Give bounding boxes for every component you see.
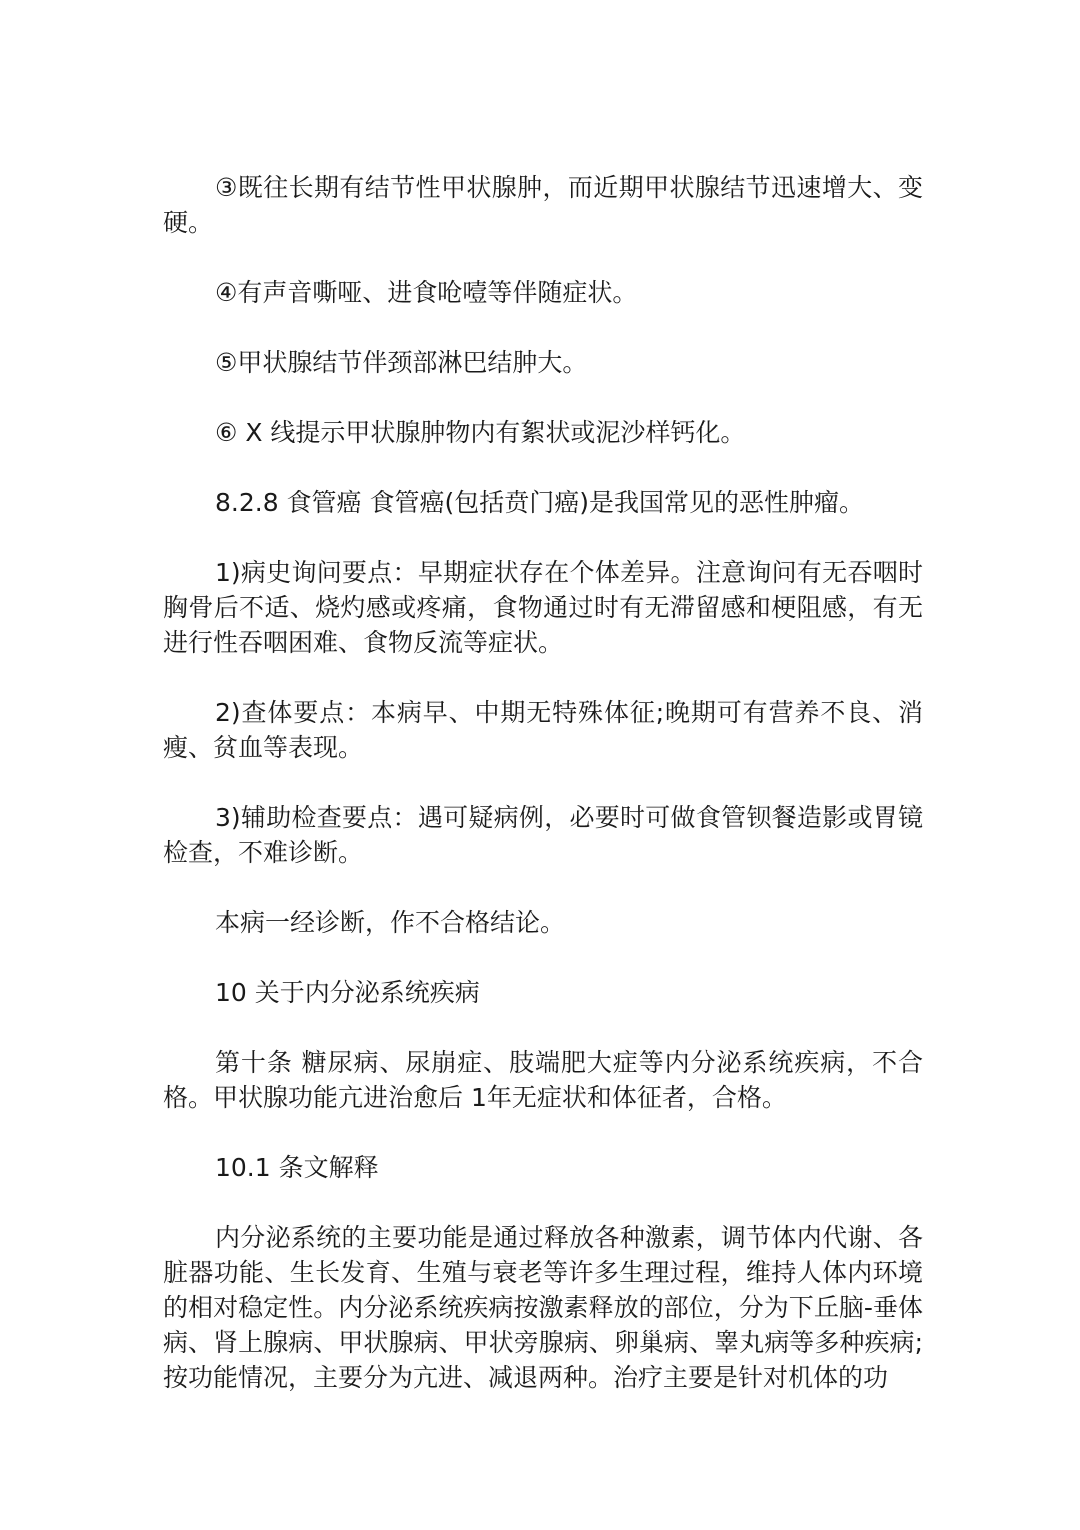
paragraph-thyroid-item-5: ⑤甲状腺结节伴颈部淋巴结肿大。 <box>215 348 588 377</box>
paragraph-conclusion: 本病一经诊断，作不合格结论。 <box>215 908 566 937</box>
paragraph-thyroid-item-6: ⑥ X 线提示甲状腺肿物内有絮状或泥沙样钙化。 <box>215 418 746 447</box>
paragraph-thyroid-item-4: ④有声音嘶哑、进食呛噎等伴随症状。 <box>215 278 638 307</box>
paragraph-exam-points: 2)查体要点：本病早、中期无特殊体征;晚期可有营养不良、消瘦、贫血等表现。 <box>163 698 923 762</box>
section-heading-endocrine: 10 关于内分泌系统疾病 <box>215 978 480 1007</box>
paragraph-article-ten: 第十条 糖尿病、尿崩症、肢端肥大症等内分泌系统疾病，不合格。甲状腺功能亢进治愈后 1年无症状和体征者，合格。 <box>163 1048 923 1112</box>
section-heading-clause-explanation: 10.1 条文解释 <box>215 1153 379 1182</box>
paragraph-endocrine-explanation: 内分泌系统的主要功能是通过释放各种激素，调节体内代谢、各脏器功能、生长发育、生殖与衰老等许多生理过程，维持人体内环境的相对稳定性。内分泌系统疾病按激素释放的部位，分为下丘脑-垂体病、肾上腺病、甲状腺病、甲状旁腺病、卵巢病、睾丸病等多种疾病;按功能情况，主要分为亢进、减退两种。治疗主要是针对机体的功 <box>163 1223 923 1392</box>
paragraph-auxiliary-exam-points: 3)辅助检查要点：遇可疑病例，必要时可做食管钡餐造影或胃镜检查，不难诊断。 <box>163 803 923 867</box>
section-heading-esophageal-cancer: 8.2.8 食管癌 食管癌(包括贲门癌)是我国常见的恶性肿瘤。 <box>215 488 865 517</box>
paragraph-history-points: 1)病史询问要点：早期症状存在个体差异。注意询问有无吞咽时胸骨后不适、烧灼感或疼痛，食物通过时有无滞留感和梗阻感，有无进行性吞咽困难、食物反流等症状。 <box>163 558 923 657</box>
document-body <box>163 170 923 1430</box>
paragraph-thyroid-item-3: ③既往长期有结节性甲状腺肿，而近期甲状腺结节迅速增大、变硬。 <box>163 173 923 237</box>
